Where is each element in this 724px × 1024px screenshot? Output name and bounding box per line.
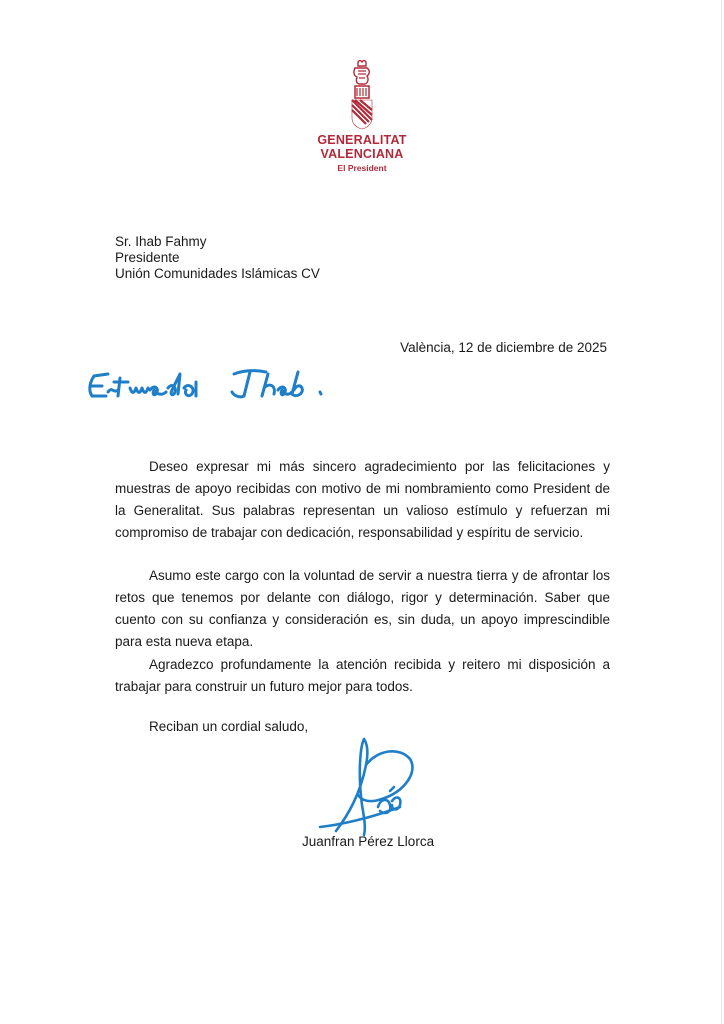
recipient-name: Sr. Ihab Fahmy	[115, 234, 207, 249]
org-name-line2: VALENCIANA	[320, 147, 404, 161]
paragraph-text: Asumo este cargo con la voluntad de servir a nuestra tierra y de afrontar los retos que tenemos por delante con diálogo, rigor y determinación. Saber que cuento con su confianza y consideración es, sin duda, un apoyo imprescindible para esta nueva etapa.	[115, 568, 610, 649]
office-title: El President	[337, 163, 387, 173]
closing-line: Reciban un cordial saludo,	[149, 719, 309, 734]
handwritten-signature	[318, 735, 428, 845]
handwritten-greeting	[84, 364, 374, 408]
body-paragraph-2	[115, 565, 610, 653]
generalitat-valenciana-crest-icon	[347, 60, 377, 130]
body-paragraph-3	[115, 654, 610, 698]
signer-name: Juanfran Pérez Llorca	[302, 834, 435, 849]
body-paragraph-1	[115, 456, 610, 544]
recipient-title: Presidente	[115, 250, 180, 265]
org-name-line1: GENERALITAT	[317, 133, 407, 147]
paragraph-text: Agradezco profundamente la atención recibida y reitero mi disposición a trabajar para construir un futuro mejor para todos.	[115, 657, 610, 694]
paragraph-text: Deseo expresar mi más sincero agradecimiento por las felicitaciones y muestras de apoyo recibidas con motivo de mi nombramiento como President de la Generalitat. Sus palabras representan un valioso estímulo y refuerzan mi compromiso de trabajar con dedicación, responsabilidad y espíritu de servicio.	[115, 459, 610, 540]
recipient-block	[115, 234, 320, 282]
letter-date: València, 12 de diciembre de 2025	[400, 340, 607, 355]
letterhead	[0, 60, 724, 173]
recipient-organization: Unión Comunidades Islámicas CV	[115, 266, 320, 281]
